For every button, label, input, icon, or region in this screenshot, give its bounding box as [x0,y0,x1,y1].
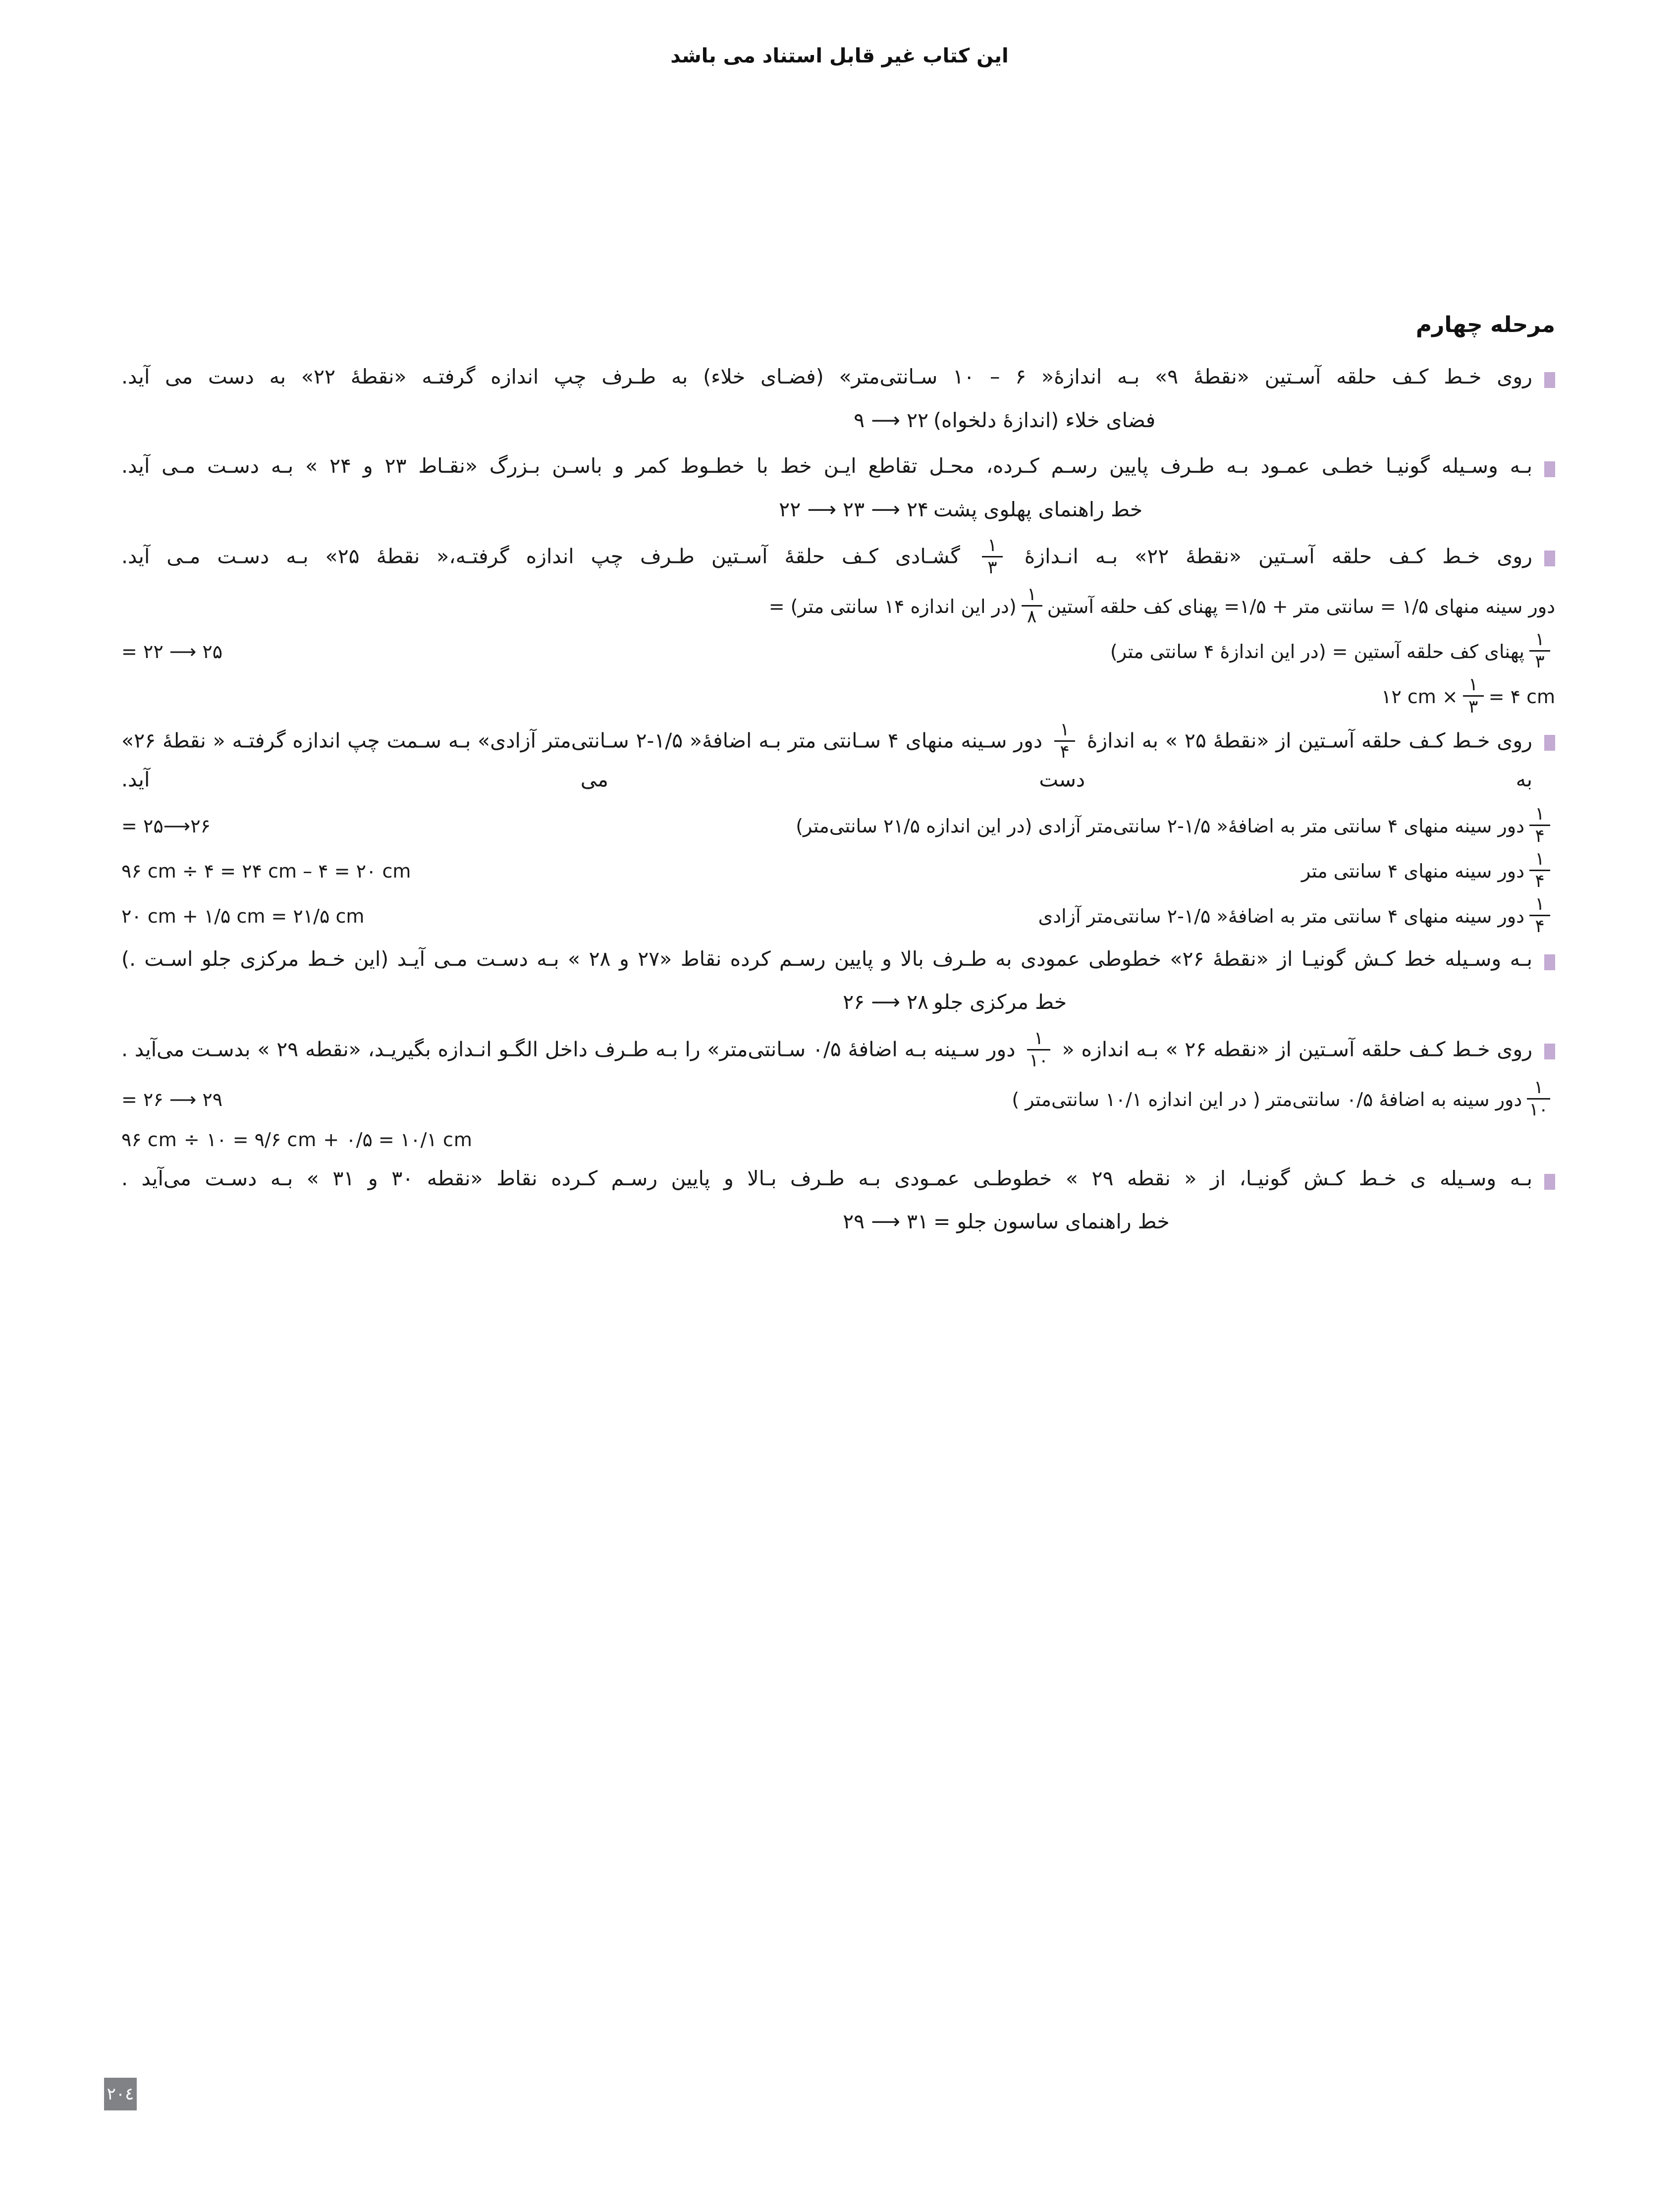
formula-2-body [1110,629,1555,672]
fraction-numerator: ۱ [1027,584,1037,605]
fraction-numerator: ۱ [1535,803,1545,824]
guide-relation-3: ۲۶ ⟶ ۲۸ [843,990,928,1014]
fraction-denominator: ۴ [1060,742,1070,763]
instruction-text-2: بـه وسـیله گونیـا خطـی عمـود بـه طـرف پایین رسـم کـرده، محـل تقاطع ایـن خط با خطـوط کمر و باسـن بـزرگ «نقـاط ۲۳ و ۲۴ » بـه دسـت مـی آید. [121,454,1532,478]
formula-1-lead: (در این اندازه ۱۴ سانتی متر) = [768,596,1017,618]
instruction-bullet-1 [121,359,1555,394]
fraction-one-eighth [1022,586,1042,626]
bullet-marker-icon [1544,1174,1555,1190]
fraction-denominator: ۳ [987,557,997,578]
formula-row-1 [121,584,1555,627]
fraction-numerator: ۱ [1534,1077,1544,1098]
formula-2-relation: = ۲۲ ⟶ ۲۵ [121,641,223,663]
formula-4-text: دور سینه منهای ۴ سانتی متر به اضافهٔ« ۱/۵-۲ سانتی‌متر آزادی (در این اندازه ۲۱/۵ سانتی‌متر) [796,815,1524,837]
guide-label-4: خط راهنمای ساسون جلو = [933,1210,1170,1234]
formula-row-3 [121,674,1555,718]
fraction-one-third [982,537,1003,577]
fraction-one-tenth [1027,1030,1050,1070]
formula-7-body [1012,1077,1555,1120]
guide-line-row-1 [121,403,1555,438]
formula-5-body [1301,848,1555,891]
fraction-denominator: ۴ [1535,916,1545,937]
instruction-text-1: روی خـط کـف حلقه آسـتین «نقطهٔ ۹» بـه اندازهٔ« ۶ – ۱۰ سـانتی‌متر» (فضـای خلاء) به طـرف چپ اندازه گرفتـه «نقطهٔ ۲۲» به دست می آید. [121,365,1532,388]
instruction-text-4-pre: روی خـط کـف حلقه آسـتین از «نقطهٔ ۲۵ » به اندازهٔ [1086,728,1532,753]
fraction-numerator: ۱ [1535,848,1545,869]
formula-7-relation: = ۲۶ ⟶ ۲۹ [121,1089,223,1111]
fraction-denominator: ۸ [1027,607,1037,627]
formula-6-text: دور سینه منهای ۴ سانتی متر به اضافهٔ« ۱/۵-۲ سانتی‌متر آزادی [1038,905,1524,927]
formula-row-7 [121,1077,1555,1120]
formula-2-text: پهنای کف حلقه آستین = (در این اندازهٔ ۴ سانتی متر) [1110,641,1524,663]
fraction-numerator: ۱ [1535,893,1545,914]
guide-line-row-2 [121,493,1555,527]
formula-6-calculation: ۲۰ cm + ۱/۵ cm = ۲۱/۵ cm [121,905,365,927]
formula-6-body [1038,893,1555,937]
fraction-denominator: ۳ [1535,652,1545,672]
formula-7-text: دور سینه به اضافهٔ ۰/۵ سانتی‌متر ( در این اندازه ۱۰/۱ سانتی‌متر ) [1012,1089,1522,1111]
fraction-one-quarter [1529,805,1550,845]
instruction-bullet-5 [121,941,1555,977]
bullet-marker-icon [1544,461,1555,477]
formula-1-tail: دور سینه منهای ۱/۵ = سانتی متر + ۱/۵= پهنای کف حلقه آستین [1047,596,1555,618]
bullet-marker-icon [1544,551,1555,566]
guide-label-1: فضای خلاء (اندازهٔ دلخواه) [933,408,1156,432]
formula-row-6 [121,893,1555,937]
bullet-marker-icon [1544,372,1555,388]
instruction-bullet-2 [121,448,1555,484]
formula-row-2 [121,629,1555,672]
guide-relation-1: ۹ ⟶ ۲۲ [854,408,928,432]
fraction-one-third [1463,676,1484,716]
formula-row-5 [121,848,1555,891]
page-content [121,312,1555,1250]
instruction-bullet-7 [121,1161,1555,1196]
formula-4-relation: = ۲۵⟶۲۶ [121,815,211,837]
guide-relation-4: ۲۹ ⟶ ۳۱ [843,1210,928,1234]
fraction-denominator: ۴ [1535,826,1545,846]
fraction-one-quarter [1529,850,1550,890]
fraction-denominator: ۳ [1468,697,1478,718]
formula-5-text: دور سینه منهای ۴ سانتی متر [1301,860,1524,882]
formula-3-body [1381,674,1555,718]
guide-line-row-3 [121,985,1555,1020]
fraction-denominator: ۱۰ [1029,1051,1048,1071]
fraction-one-quarter [1054,721,1075,761]
formula-3-left: ۱۲ cm × [1381,686,1458,708]
fraction-denominator: ۴ [1535,871,1545,891]
fraction-one-tenth [1527,1079,1550,1119]
page-header-notice: این کتاب غیر قابل استناد می باشد [670,45,1009,67]
instruction-text-3-pre: روی خـط کـف حلقه آسـتین «نقطهٔ ۲۲» بـه انـدازهٔ [1024,544,1532,568]
fraction-numerator: ۱ [1060,719,1070,740]
formula-3-right: = ۴ cm [1488,686,1555,708]
formula-4-body [796,803,1555,846]
stage-title: مرحله چهارم [1415,312,1555,337]
fraction-one-third [1529,631,1550,671]
instruction-bullet-3 [121,535,1555,578]
formula-5-calculation: ۹۶ cm ÷ ۴ = ۲۴ cm – ۴ = ۲۰ cm [121,860,411,882]
bullet-marker-icon [1544,1044,1555,1059]
fraction-numerator: ۱ [1535,629,1545,650]
formula-1-body [768,584,1555,627]
guide-label-3: خط مرکزی جلو [933,990,1067,1014]
bullet-marker-icon [1544,954,1555,970]
instruction-text-4-post: دور سـینه منهای ۴ سـانتی متر بـه اضافهٔ« ۱/۵-۲ سـانتی‌متر آزادی» بـه سـمت چپ اندازه گرفتـه « نقطهٔ ۲۶» به دست می آید. [121,728,1532,792]
guide-label-2: خط راهنمای پهلوی پشت [933,497,1143,521]
fraction-numerator: ۱ [1468,674,1478,695]
instruction-bullet-4 [121,719,1555,797]
instruction-text-3-post: گشـادی کـف حلقهٔ آسـتین طـرف چپ اندازه گرفتـه،« نقطهٔ ۲۵» بـه دسـت مـی آید. [121,544,960,568]
guide-relation-2: ۲۲ ⟶ ۲۳ ⟶ ۲۴ [779,497,928,521]
instruction-text-7: بـه وسـیله ی خـط کـش گونیـا، از « نقطه ۲۹ » خطوطـی عمـودی بـه طـرف بـالا و پایین رسـم کـرده نقاط «نقطه ۳۰ و ۳۱ » بـه دسـت می‌آید . [121,1166,1532,1190]
instruction-bullet-6 [121,1028,1555,1071]
fraction-numerator: ۱ [1033,1028,1044,1049]
formula-row-8-calculation: ۹۶ cm ÷ ۱۰ = ۹/۶ cm + ۰/۵ = ۱۰/۱ cm [121,1129,473,1151]
guide-line-row-4 [121,1205,1555,1239]
fraction-numerator: ۱ [987,535,997,556]
instruction-text-6-post: دور سـینه بـه اضافهٔ ۰/۵ سـانتی‌متر» را بـه طـرف داخل الگـو انـدازه بگیریـد، «نقطه ۲۹ » بدسـت می‌آید . [121,1037,1016,1061]
fraction-one-quarter [1529,895,1550,936]
instruction-text-6-pre: روی خـط کـف حلقه آسـتین از «نقطه ۲۶ » بـه اندازه « [1062,1037,1533,1061]
page-number-badge: ٢٠٤ [104,2078,137,2110]
bullet-marker-icon [1544,735,1555,751]
fraction-denominator: ۱۰ [1529,1100,1548,1120]
formula-row-4 [121,803,1555,846]
instruction-text-5: بـه وسـیله خط کـش گونیـا از «نقطهٔ ۲۶» خطوطی عمودی به طـرف بالا و پایین رسـم کرده نقاط «۲۷ و ۲۸ » بـه دسـت مـی آیـد (این خـط مرکزی جلو اسـت .) [121,946,1532,971]
